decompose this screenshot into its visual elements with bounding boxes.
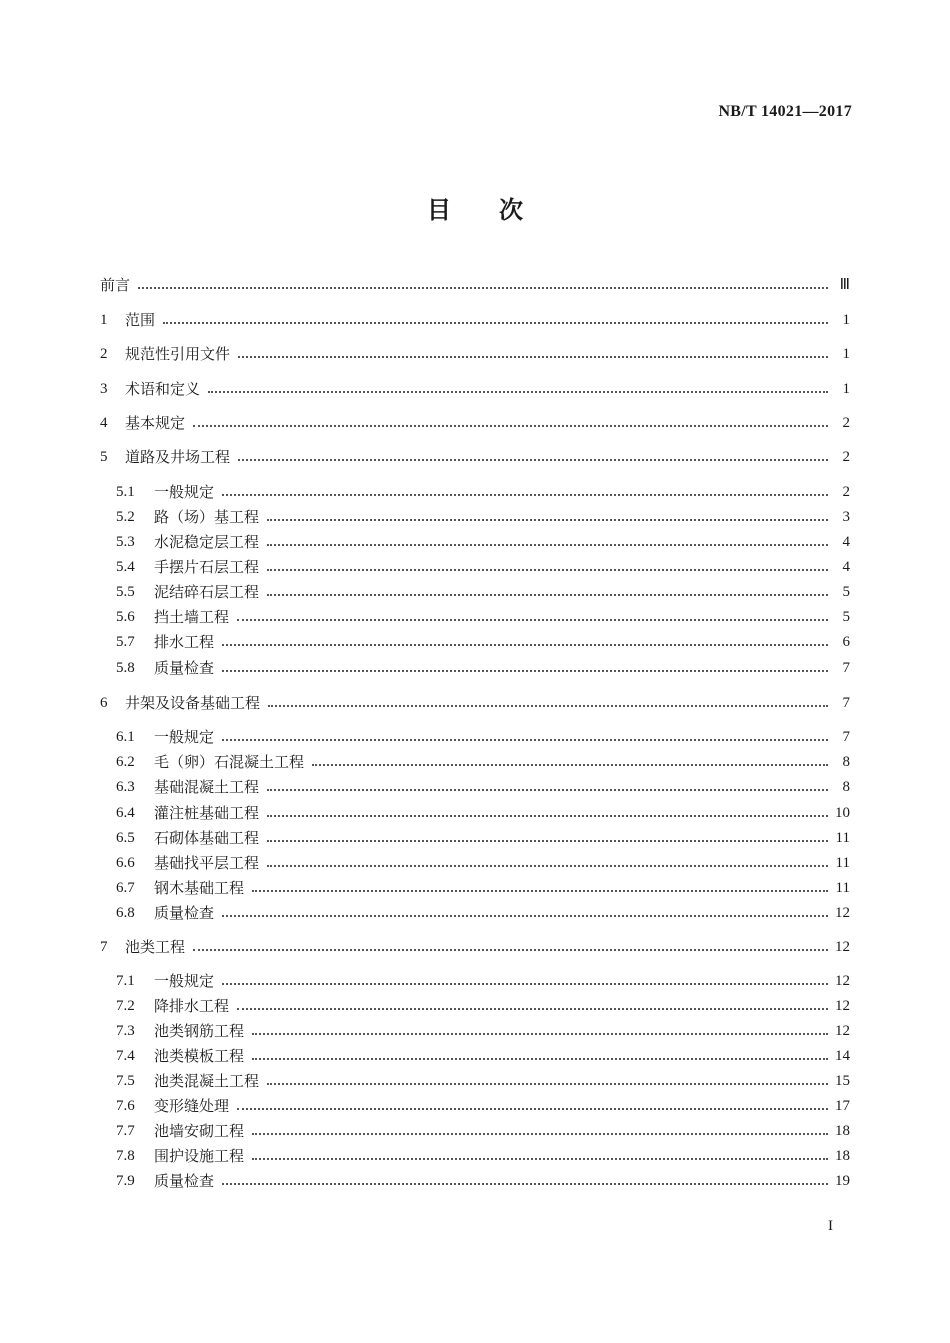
dot-leader [252,1157,828,1160]
toc-entry-page: 7 [842,660,850,676]
toc-entry-page: 11 [835,830,850,846]
toc-entry-number: 5.8 [116,660,135,676]
toc-entry-page: 1 [842,312,850,328]
toc-entry[interactable] [116,1018,850,1040]
toc-entry-number: 7.7 [116,1123,135,1139]
dot-leader [193,948,828,951]
toc-entry[interactable] [116,724,850,746]
toc-entry-number: 5.1 [116,484,135,500]
toc-entry-label: 池墙安砌工程 [154,1122,245,1140]
toc-entry-number: 1 [100,312,108,328]
toc-entry[interactable] [116,774,850,796]
toc-entry-page: 3 [842,509,850,525]
standard-code: NB/T 14021—2017 [718,103,852,120]
toc-entry-page: Ⅲ [839,277,850,293]
toc-entry-page: 19 [835,1173,850,1189]
toc-entry[interactable] [116,479,850,501]
toc-entry-number: 7.9 [116,1173,135,1189]
dot-leader [267,788,828,791]
toc-entry-label: 手摆片石层工程 [154,558,260,576]
dot-leader [267,518,828,521]
toc-entry-page: 8 [842,779,850,795]
toc-entry-label: 井架及设备基础工程 [125,694,261,712]
dot-leader [237,1107,828,1110]
toc-entry-page: 18 [835,1148,850,1164]
dot-leader [193,424,828,427]
toc-entry[interactable] [116,1143,850,1165]
toc-entry-label: 变形缝处理 [154,1097,230,1115]
dot-leader [222,493,828,496]
toc-entry-number: 2 [100,346,108,362]
toc-entry-number: 7.6 [116,1098,135,1114]
dot-leader [222,643,828,646]
toc-entry-number: 5.2 [116,509,135,525]
toc-entry-label: 围护设施工程 [154,1147,245,1165]
page-title [0,190,950,225]
toc-entry-number: 5.3 [116,534,135,550]
toc-entry[interactable] [116,1118,850,1140]
toc-entry-page: 12 [835,998,850,1014]
toc-entry-page: 12 [835,973,850,989]
toc-entry-page: 18 [835,1123,850,1139]
toc-entry-page: 10 [835,805,850,821]
toc-entry[interactable] [116,655,850,677]
toc-entry-label: 道路及井场工程 [125,448,231,466]
toc-entry-label: 范围 [125,311,156,329]
toc-entry-label: 质量检查 [154,1172,215,1190]
toc-entry-label: 排水工程 [154,633,215,651]
dot-leader [238,355,828,358]
toc-entry[interactable] [116,875,850,897]
dot-leader [267,839,828,842]
toc-entry-page: 5 [842,609,850,625]
toc-entry[interactable] [116,800,850,822]
toc-entry[interactable] [116,629,850,651]
toc-entry-page: 2 [842,415,850,431]
toc-entry-page: 8 [842,754,850,770]
toc-entry-label: 一般规定 [154,972,215,990]
toc-entry-label: 钢木基础工程 [154,879,245,897]
toc-entry-number: 6.6 [116,855,135,871]
dot-leader [252,889,828,892]
toc-entry-page: 17 [835,1098,850,1114]
dot-leader [267,1082,828,1085]
toc-entry-label: 术语和定义 [125,380,201,398]
title-char-1: 目 [427,196,451,224]
toc-entry[interactable] [116,1068,850,1090]
dot-leader [222,738,828,741]
toc-entry-page: 1 [842,381,850,397]
dot-leader [138,286,828,289]
toc-entry-number: 4 [100,415,108,431]
toc-entry-number: 5.5 [116,584,135,600]
toc-entry-number: 6.4 [116,805,135,821]
toc-entry-number: 5.6 [116,609,135,625]
dot-leader [267,814,828,817]
toc-entry-page: 4 [842,559,850,575]
toc-entry-page: 6 [842,634,850,650]
toc-entry-number: 6.7 [116,880,135,896]
toc-entry-label: 灌注桩基础工程 [154,804,260,822]
toc-entry-number: 7.1 [116,973,135,989]
toc-entry[interactable] [100,376,850,398]
toc-entry-label: 池类模板工程 [154,1047,245,1065]
toc-entry[interactable] [116,1093,850,1115]
toc-entry[interactable] [116,504,850,526]
toc-entry-number: 6.1 [116,729,135,745]
toc-entry-page: 12 [835,905,850,921]
toc-entry-label: 池类混凝土工程 [154,1072,260,1090]
dot-leader [268,704,828,707]
dot-leader [222,914,828,917]
toc-entry[interactable] [116,993,850,1015]
toc-entry-label: 规范性引用文件 [125,345,231,363]
toc-entry[interactable] [116,749,850,771]
toc-entry-page: 12 [835,1023,850,1039]
page-number: I [828,1218,833,1234]
toc-entry-page: 1 [842,346,850,362]
toc-entry[interactable] [100,272,850,294]
dot-leader [237,1007,828,1010]
toc-entry[interactable] [116,1168,850,1190]
toc-entry[interactable] [100,341,850,363]
toc-entry-number: 5 [100,449,108,465]
toc-entry-label: 石砌体基础工程 [154,829,260,847]
title-char-2: 次 [499,196,523,224]
toc-entry-label: 泥结碎石层工程 [154,583,260,601]
toc-entry[interactable] [100,444,850,466]
toc-entry-page: 11 [835,855,850,871]
toc-entry[interactable] [100,690,850,712]
toc-entry-number: 6.8 [116,905,135,921]
toc-entry-label: 一般规定 [154,483,215,501]
toc-entry-page: 2 [842,449,850,465]
toc-entry-label: 池类工程 [125,938,186,956]
toc-entry-number: 6.3 [116,779,135,795]
dot-leader [267,568,828,571]
toc-entry-page: 7 [842,729,850,745]
dot-leader [252,1132,828,1135]
dot-leader [222,982,828,985]
dot-leader [208,390,828,393]
toc-entry-number: 7.2 [116,998,135,1014]
toc-entry-label: 路（场）基工程 [154,508,260,526]
toc-entry-label: 基本规定 [125,414,186,432]
toc-entry[interactable] [116,900,850,922]
dot-leader [238,458,828,461]
toc-entry-number: 6.5 [116,830,135,846]
toc-entry[interactable] [100,410,850,432]
toc-entry[interactable] [100,934,850,956]
toc-entry-number: 5.7 [116,634,135,650]
toc-entry-label: 毛（卵）石混凝土工程 [154,753,305,771]
toc-entry-label: 水泥稳定层工程 [154,533,260,551]
toc-entry-label: 降排水工程 [154,997,230,1015]
toc-entry-page: 15 [835,1073,850,1089]
toc-entry-label: 质量检查 [154,904,215,922]
toc-entry-number: 7.3 [116,1023,135,1039]
toc-entry[interactable] [116,604,850,626]
toc-entry[interactable] [100,307,850,329]
toc-entry[interactable] [116,825,850,847]
toc-entry-label: 基础混凝土工程 [154,778,260,796]
toc-entry-number: 3 [100,381,108,397]
toc-entry-number: 7.8 [116,1148,135,1164]
toc-entry-page: 2 [842,484,850,500]
toc-entry-number: 6.2 [116,754,135,770]
toc-entry-label: 挡土墙工程 [154,608,230,626]
toc-entry-label: 基础找平层工程 [154,854,260,872]
toc-entry[interactable] [116,579,850,601]
toc-entry-number: 7 [100,939,108,955]
toc-entry-label: 一般规定 [154,728,215,746]
dot-leader [267,593,828,596]
dot-leader [252,1057,828,1060]
toc-entry-page: 4 [842,534,850,550]
toc-entry-page: 12 [835,939,850,955]
dot-leader [312,763,828,766]
toc-entry-page: 14 [835,1048,850,1064]
toc-entry-label: 池类钢筋工程 [154,1022,245,1040]
toc-entry-number: 5.4 [116,559,135,575]
toc-entry[interactable] [116,1043,850,1065]
toc-entry[interactable] [116,554,850,576]
toc-entry[interactable] [116,968,850,990]
toc-entry-page: 5 [842,584,850,600]
dot-leader [222,1182,828,1185]
toc-entry-number: 7.5 [116,1073,135,1089]
toc-entry-label: 质量检查 [154,659,215,677]
toc-entry-label: 前言 [100,276,131,294]
dot-leader [237,618,828,621]
toc-entry-number: 6 [100,695,108,711]
dot-leader [252,1032,828,1035]
dot-leader [267,543,828,546]
dot-leader [163,321,828,324]
toc-entry[interactable] [116,529,850,551]
dot-leader [222,669,828,672]
dot-leader [267,864,828,867]
toc-entry-number: 7.4 [116,1048,135,1064]
toc-entry[interactable] [116,850,850,872]
toc-entry-page: 7 [842,695,850,711]
toc-entry-page: 11 [835,880,850,896]
